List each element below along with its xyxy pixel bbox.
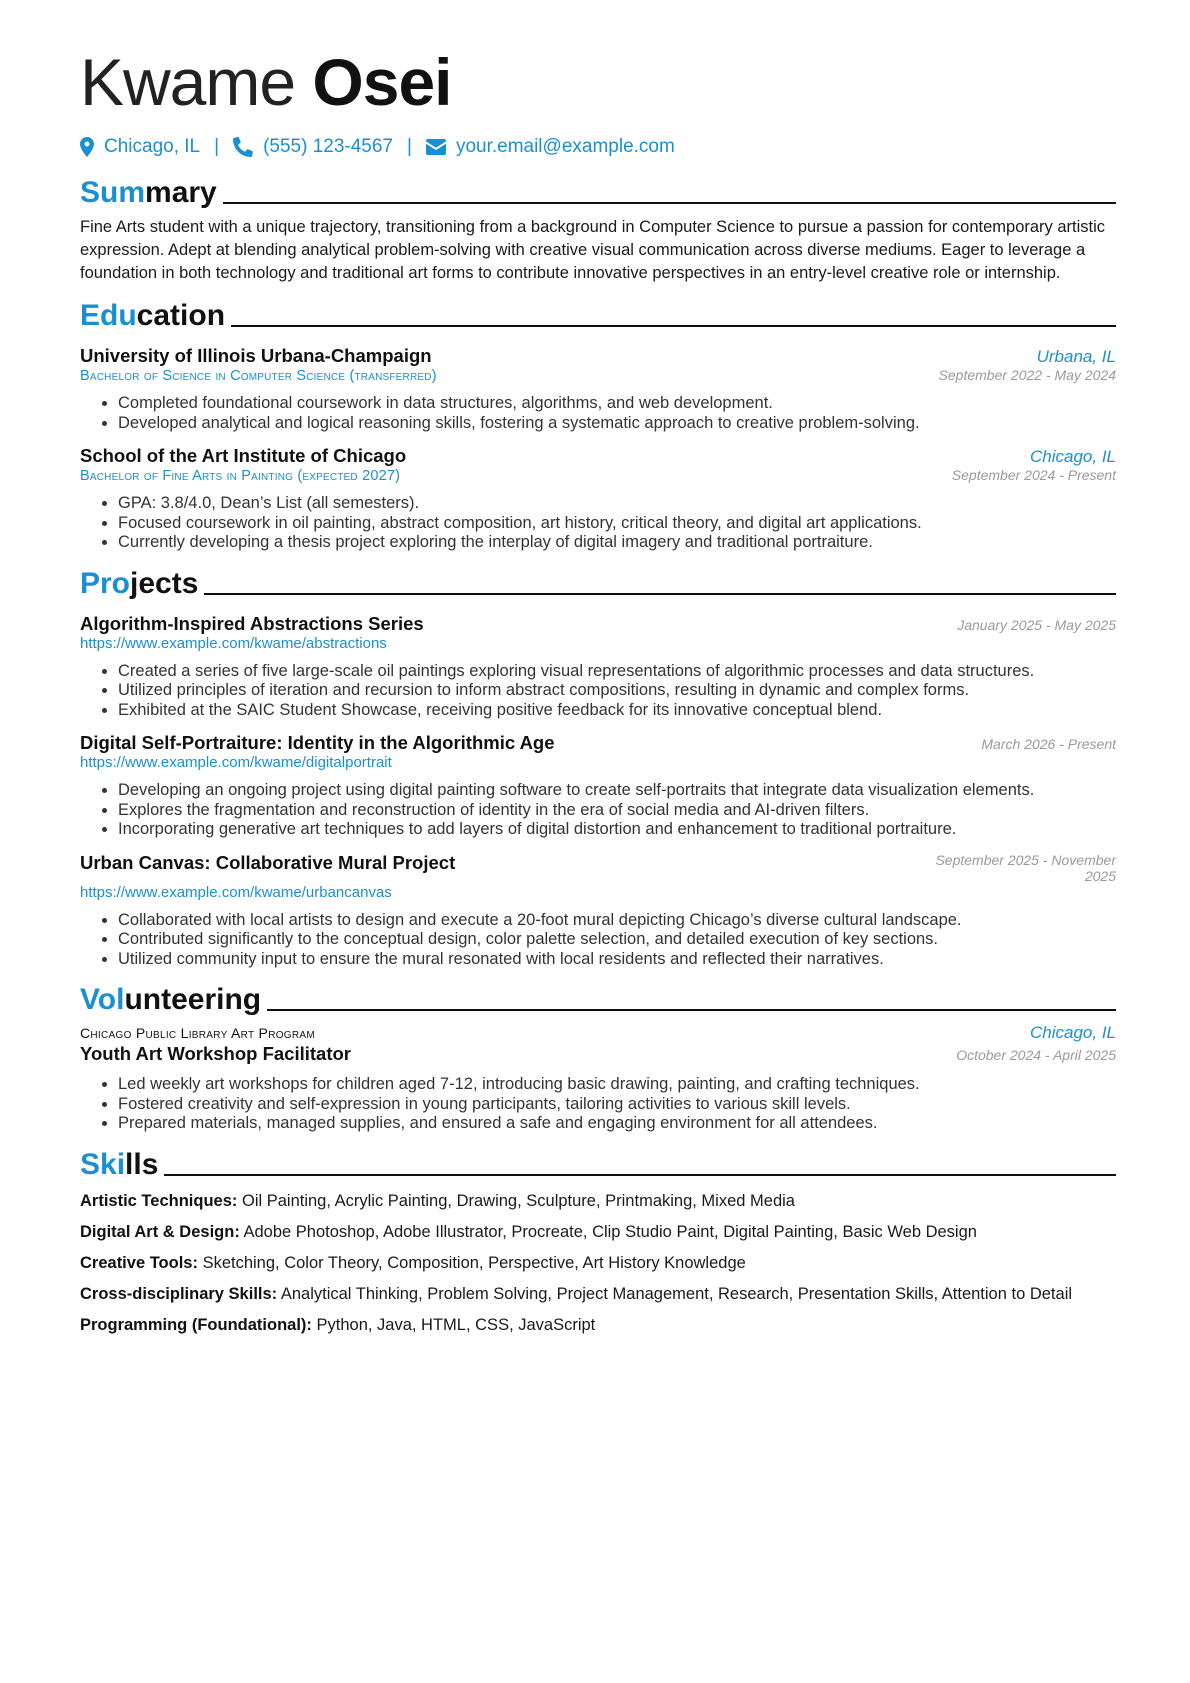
project-entry [80, 852, 1116, 970]
project-title: Urban Canvas: Collaborative Mural Project [80, 851, 456, 873]
bullet-item: • Collaborated with local artists to design and execute a 20-foot mural depicting Chicago’s diverse cultural landscape. [118, 911, 1116, 931]
education-section-header [80, 293, 1116, 333]
skill-label: Cross-disciplinary Skills: [80, 1284, 278, 1303]
project-title: Digital Self-Portraiture: Identity in the Algorithmic Age [80, 732, 555, 753]
map-pin-icon [80, 137, 94, 157]
section-title [80, 983, 261, 1017]
section-title-accent: Edu [80, 299, 137, 332]
skill-label: Creative Tools: [80, 1253, 198, 1272]
degree: Bachelor of Science in Computer Science (transferred) [80, 368, 437, 384]
skill-value: Oil Painting, Acrylic Painting, Drawing, Sculpture, Printmaking, Mixed Media [241, 1191, 795, 1210]
bullet-item: • Created a series of five large-scale oil paintings exploring visual representations of algorithmic processes and data structures. [118, 662, 1116, 682]
section-title [80, 1148, 158, 1182]
section-rule [231, 325, 1116, 327]
skill-value: Python, Java, HTML, CSS, JavaScript [316, 1315, 596, 1334]
skill-row [80, 1248, 1116, 1279]
bullet-item: • Developing an ongoing project using digital painting software to create self-portraits that integrate data visualization elements. [118, 781, 1116, 801]
school-name: School of the Art Institute of Chicago [80, 445, 407, 466]
bullet-item: • Contributed significantly to the conceptual design, color palette selection, and detailed execution of key sections. [118, 930, 1116, 950]
skills-section-header [80, 1142, 1116, 1182]
school-name: University of Illinois Urbana-Champaign [80, 345, 432, 366]
school-location: Chicago, IL [1030, 447, 1116, 466]
date-range: October 2024 - April 2025 [956, 1047, 1116, 1063]
last-name: Osei [312, 45, 452, 119]
contact-email[interactable] [426, 136, 675, 158]
section-title-rest: lls [125, 1147, 159, 1181]
bullet-item: • GPA: 3.8/4.0, Dean’s List (all semesters). [118, 494, 1116, 514]
phone-text[interactable]: (555) 123-4567 [263, 136, 393, 157]
volunteering-section-header [80, 977, 1116, 1017]
bullet-list [80, 1075, 1116, 1134]
bullet-item: • Fostered creativity and self-expression in young participants, tailoring activities to various skill levels. [118, 1095, 1116, 1115]
date-range-line: 2025 [1084, 867, 1116, 884]
skill-value: Adobe Photoshop, Adobe Illustrator, Procreate, Clip Studio Paint, Digital Painting, Basic Web Design [243, 1222, 977, 1241]
bullet-item: • Developed analytical and logical reasoning skills, fostering a systematic approach to creative problem-solving. [118, 414, 1116, 434]
project-entry [80, 613, 1116, 721]
bullet-list [80, 911, 1116, 970]
bullet-list [80, 781, 1116, 840]
bullet-item: • Prepared materials, managed supplies, and ensured a safe and engaging environment for all attendees. [118, 1114, 1116, 1134]
section-rule [164, 1174, 1116, 1176]
school-location: Urbana, IL [1036, 347, 1116, 366]
candidate-name [80, 44, 1116, 120]
envelope-icon [426, 139, 446, 155]
bullet-item: • Focused coursework in oil painting, abstract composition, art history, critical theory, and digital art applications. [118, 514, 1116, 534]
contact-phone[interactable] [233, 136, 393, 158]
section-rule [223, 202, 1116, 204]
bullet-list [80, 662, 1116, 721]
volunteering-entry [80, 1023, 1116, 1134]
bullet-item: • Currently developing a thesis project exploring the interplay of digital imagery and traditional portraiture. [118, 533, 1116, 553]
section-title-rest: mary [145, 176, 217, 209]
organization-name: Chicago Public Library Art Program [80, 1025, 315, 1041]
section-title [80, 299, 225, 333]
role-title: Youth Art Workshop Facilitator [80, 1043, 351, 1064]
contact-separator: | [214, 136, 220, 157]
section-title-accent: Vol [80, 983, 125, 1016]
skill-label: Digital Art & Design: [80, 1222, 240, 1241]
section-rule [204, 593, 1116, 595]
date-range [935, 852, 1116, 884]
contact-bar [80, 132, 1116, 162]
section-title [80, 567, 198, 601]
contact-location [80, 136, 200, 158]
bullet-item: • Explores the fragmentation and reconstruction of identity in the era of social media and AI-driven filters. [118, 801, 1116, 821]
date-range-line: September 2025 - November [935, 851, 1116, 868]
project-link[interactable]: https://www.example.com/kwame/abstractions [80, 634, 387, 652]
phone-icon [233, 137, 253, 157]
education-entry [80, 345, 1116, 433]
project-title: Algorithm-Inspired Abstractions Series [80, 612, 424, 634]
section-title-accent: Ski [80, 1147, 126, 1181]
summary-section-header [80, 170, 1116, 210]
skill-value: Sketching, Color Theory, Composition, Perspective, Art History Knowledge [202, 1253, 746, 1272]
date-range: September 2024 - Present [951, 467, 1116, 483]
date-range: September 2022 - May 2024 [938, 367, 1116, 383]
location-text: Chicago, IL [104, 136, 201, 157]
education-entry [80, 445, 1116, 553]
bullet-item: • Utilized community input to ensure the mural resonated with local residents and reflected their narratives. [118, 950, 1116, 970]
skill-row [80, 1310, 1116, 1341]
skill-row [80, 1217, 1116, 1248]
date-range: January 2025 - May 2025 [957, 616, 1116, 633]
summary-text: Fine Arts student with a unique trajectory, transitioning from a background in Computer Science to pursue a passion for contemporary artistic expression. Adept at blending analytical problem-solving with creative visual communication across diverse mediums. Eager to leverage a foundation in both technology and traditional art forms to contribute innovative perspectives in an entry-level creative role or internship. [80, 218, 1106, 282]
bullet-item: • Incorporating generative art techniques to add layers of digital distortion and enhancement to traditional portraiture. [118, 820, 1116, 840]
project-link[interactable]: https://www.example.com/kwame/digitalportrait [80, 754, 392, 771]
section-title-accent: Pro [80, 566, 131, 600]
skill-label: Programming (Foundational): [80, 1315, 312, 1334]
contact-separator: | [407, 136, 412, 157]
bullet-list [80, 394, 1116, 433]
section-title-rest: cation [136, 299, 226, 332]
bullet-item: • Completed foundational coursework in data structures, algorithms, and web development. [118, 394, 1116, 414]
bullet-item: • Utilized principles of iteration and recursion to inform abstract compositions, resulting in dynamic and complex forms. [118, 681, 1116, 701]
section-title-rest: jects [130, 566, 199, 600]
projects-section-header [80, 561, 1116, 601]
skill-label: Artistic Techniques: [80, 1191, 238, 1210]
section-title-rest: unteering [124, 983, 262, 1016]
skill-value: Analytical Thinking, Problem Solving, Project Management, Research, Presentation Skills, Attention to Detail [280, 1284, 1073, 1303]
first-name: Kwame [80, 45, 296, 119]
volunteering-location: Chicago, IL [1030, 1023, 1116, 1042]
email-link[interactable]: your.email@example.com [455, 136, 675, 157]
project-entry [80, 732, 1116, 840]
section-title-accent: Sum [80, 176, 146, 209]
bullet-item: • Led weekly art workshops for children aged 7-12, introducing basic drawing, painting, and crafting techniques. [118, 1075, 1116, 1095]
degree: Bachelor of Fine Arts in Painting (expected 2027) [80, 468, 401, 484]
skills-list [80, 1186, 1116, 1341]
section-title [80, 176, 217, 210]
skill-row [80, 1279, 1116, 1310]
date-range: March 2026 - Present [981, 736, 1116, 752]
bullet-item: • Exhibited at the SAIC Student Showcase, receiving positive feedback for its innovative conceptual blend. [118, 701, 1116, 721]
project-link[interactable]: https://www.example.com/kwame/urbancanvas [80, 883, 392, 901]
skill-row [80, 1186, 1116, 1217]
section-rule [267, 1009, 1116, 1011]
bullet-list [80, 494, 1116, 553]
